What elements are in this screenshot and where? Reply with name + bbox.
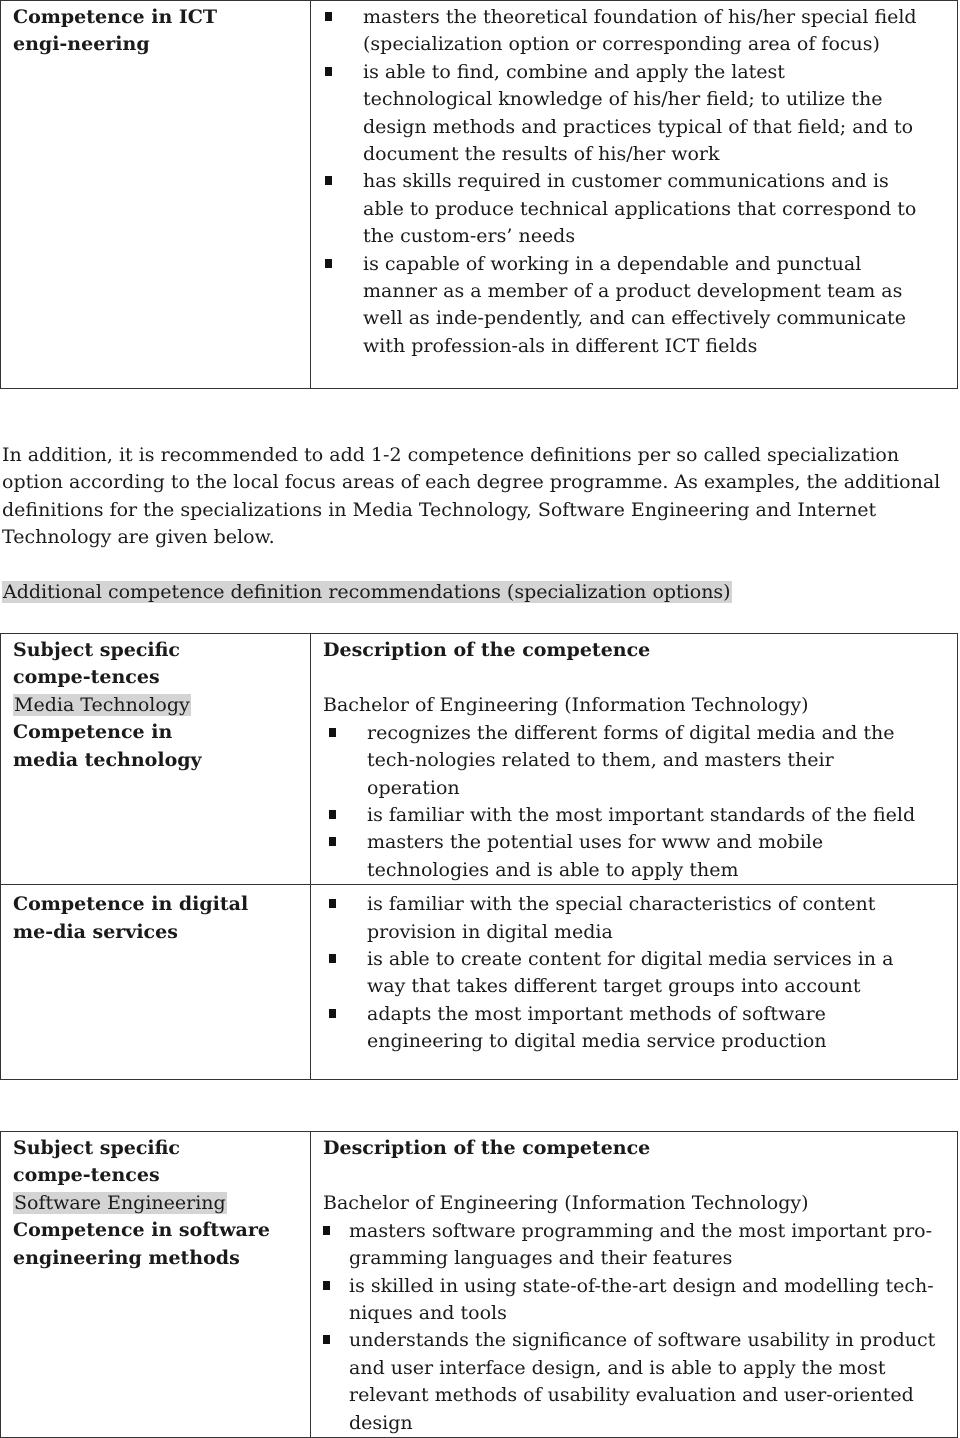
- list-item: adapts the most important methods of software engineering to digital media service production: [323, 1001, 923, 1056]
- list-item: is able to find, combine and apply the latest technological knowledge of his/her field; to utilize the design methods and practices typical of that field; and to document the results of his/her work: [319, 59, 919, 169]
- list-item: masters the potential uses for www and mobile technologies and is able to apply them: [323, 829, 923, 884]
- ict-competence-title-cell: [1, 1, 311, 389]
- list-item: masters software programming and the most important pro-gramming languages and their features: [323, 1218, 938, 1273]
- specialization-label: Software Engineering: [14, 1191, 226, 1214]
- subject-specific-heading: Subject specific compe-tences: [13, 1137, 180, 1187]
- subject-specific-heading: Subject specific compe-tences: [13, 639, 180, 689]
- competence-title: Competence in digital me-dia services: [13, 893, 249, 943]
- list-item: understands the significance of software usability in product and user interface design, and is able to apply the most relevant methods of usability evaluation and user-oriented design: [323, 1327, 938, 1437]
- degree-label: Bachelor of Engineering (Information Technology): [323, 694, 809, 717]
- intro-paragraph: In addition, it is recommended to add 1-2 competence definitions per so called specialization option according to the local focus areas of each degree programme. As examples, the additional definitions for the specializations in Media Technology, Software Engineering and Internet Technology are given below.: [2, 444, 941, 549]
- media-technology-table: [0, 633, 958, 1080]
- list-item: is capable of working in a dependable and punctual manner as a member of a product development team as well as inde-pendently, and can effectively communicate with profession-als in different ICT fields: [319, 251, 919, 361]
- competence-title: Competence in media technology: [13, 721, 202, 771]
- section-heading: [2, 579, 732, 606]
- list-item: is familiar with the special characteristics of content provision in digital media: [323, 891, 923, 946]
- competence-list: [323, 1218, 938, 1437]
- description-heading: Description of the competence: [323, 639, 651, 661]
- list-item: is familiar with the most important standards of the field: [323, 802, 923, 829]
- media-header-right-cell: [311, 634, 958, 885]
- list-item: has skills required in customer communications and is able to produce technical applications that correspond to the custom-ers’ needs: [319, 168, 919, 250]
- digital-media-title-cell: [1, 885, 311, 1080]
- ict-competence-description-cell: [311, 1, 958, 389]
- ict-competence-title: Competence in ICT engi-neering: [13, 6, 218, 56]
- competence-list: [323, 891, 923, 1055]
- degree-label: Bachelor of Engineering (Information Technology): [323, 1192, 809, 1215]
- list-item: masters the theoretical foundation of his/her special field (specialization option or corresponding area of focus): [319, 4, 919, 59]
- digital-media-description-cell: [311, 885, 958, 1080]
- description-heading: Description of the competence: [323, 1137, 651, 1159]
- software-header-left-cell: [1, 1132, 311, 1438]
- software-engineering-table: [0, 1131, 958, 1438]
- list-item: is able to create content for digital media services in a way that takes different target groups into account: [323, 946, 923, 1001]
- section-heading-text: Additional competence definition recommendations (specialization options): [3, 581, 731, 603]
- media-header-left-cell: [1, 634, 311, 885]
- list-item: recognizes the different forms of digital media and the tech-nologies related to them, and masters their operation: [323, 720, 923, 802]
- software-header-right-cell: [311, 1132, 958, 1438]
- competence-title: Competence in software engineering methods: [13, 1219, 270, 1269]
- ict-competence-list: [319, 4, 919, 360]
- specialization-label: Media Technology: [14, 693, 190, 716]
- ict-competence-table: [0, 0, 958, 389]
- list-item: is skilled in using state-of-the-art design and modelling tech-niques and tools: [323, 1273, 938, 1328]
- competence-list: [323, 720, 923, 884]
